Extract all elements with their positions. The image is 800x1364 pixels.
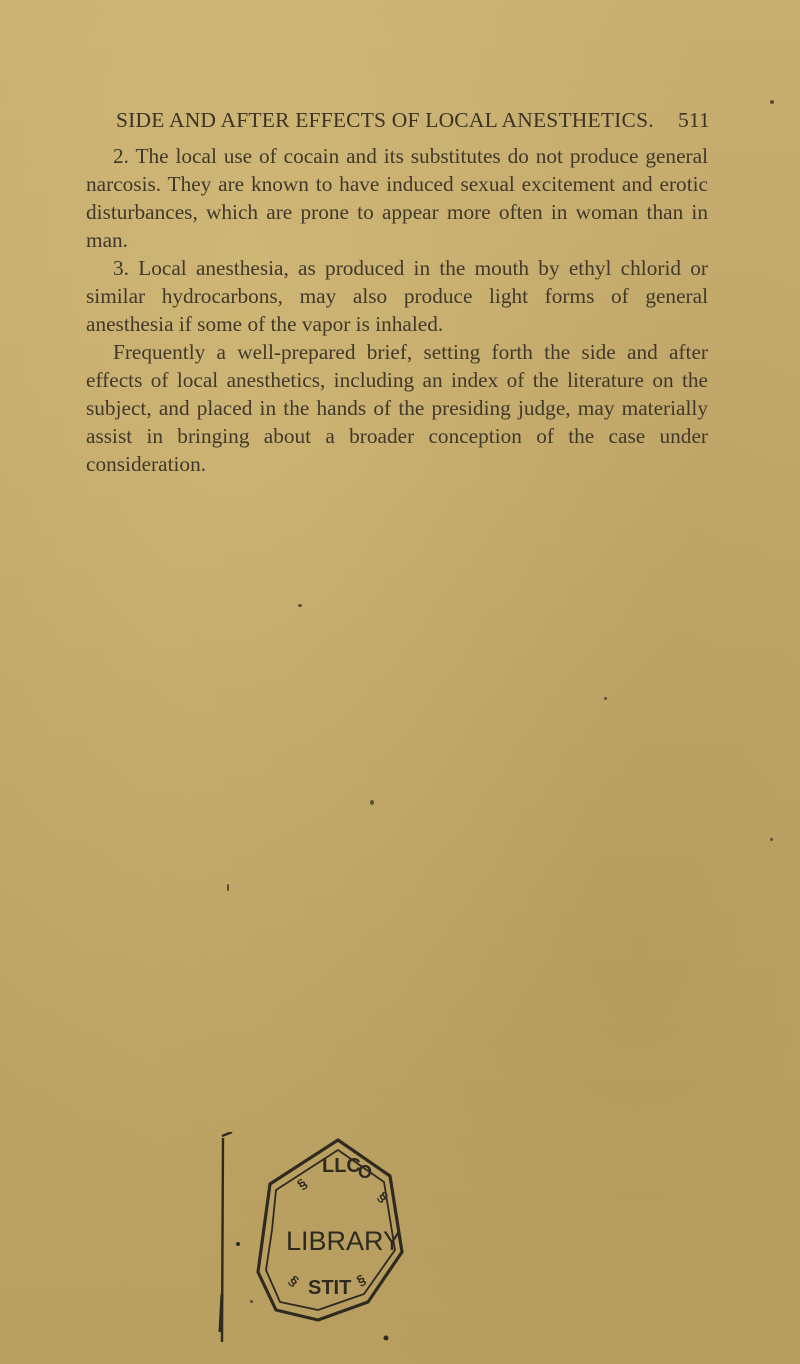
library-stamp-text: LIBRARY [286,1226,402,1256]
svg-text:§: § [353,1270,369,1289]
svg-text:§: § [293,1175,310,1193]
paragraph-frequently: Frequently a well-prepared brief, setting forth the side and after effects of local anesthetics, including an index of the literature on the subject, and placed in the hands of the presiding judge, may materially assist in bringing about a broader conception of the case under consideration. [86,340,708,476]
svg-text:LLC: LLC [322,1155,361,1177]
running-head-title: SIDE AND AFTER EFFECTS OF LOCAL ANESTHETICS. [116,108,654,132]
paper-speck [370,800,374,805]
paragraph-point-3: 3. Local anesthesia, as produced in the mouth by ethyl chlorid or similar hydrocarbons, may also produce light forms of general anesthesia if some of the vapor is inhaled. [86,256,708,336]
svg-text:STIT: STIT [308,1277,352,1299]
paper-speck [770,100,774,104]
paper-speck [298,604,302,607]
svg-text:§: § [375,1188,392,1206]
paper-speck [227,884,229,891]
svg-text:O: O [358,1162,373,1182]
paragraph-point-2: 2. The local use of cocain and its substitutes do not produce general narcosis. They are known to have induced sexual excitement and erotic disturbances, which are prone to appear more often in woman than in man. [86,144,708,252]
paper-speck [770,838,773,841]
paper-speck [604,697,607,700]
page-number: 511 [677,108,710,132]
body-text [86,142,708,478]
library-stamp-graphic [210,1132,418,1352]
svg-text:§: § [286,1272,303,1290]
library-stamp [210,1132,418,1352]
